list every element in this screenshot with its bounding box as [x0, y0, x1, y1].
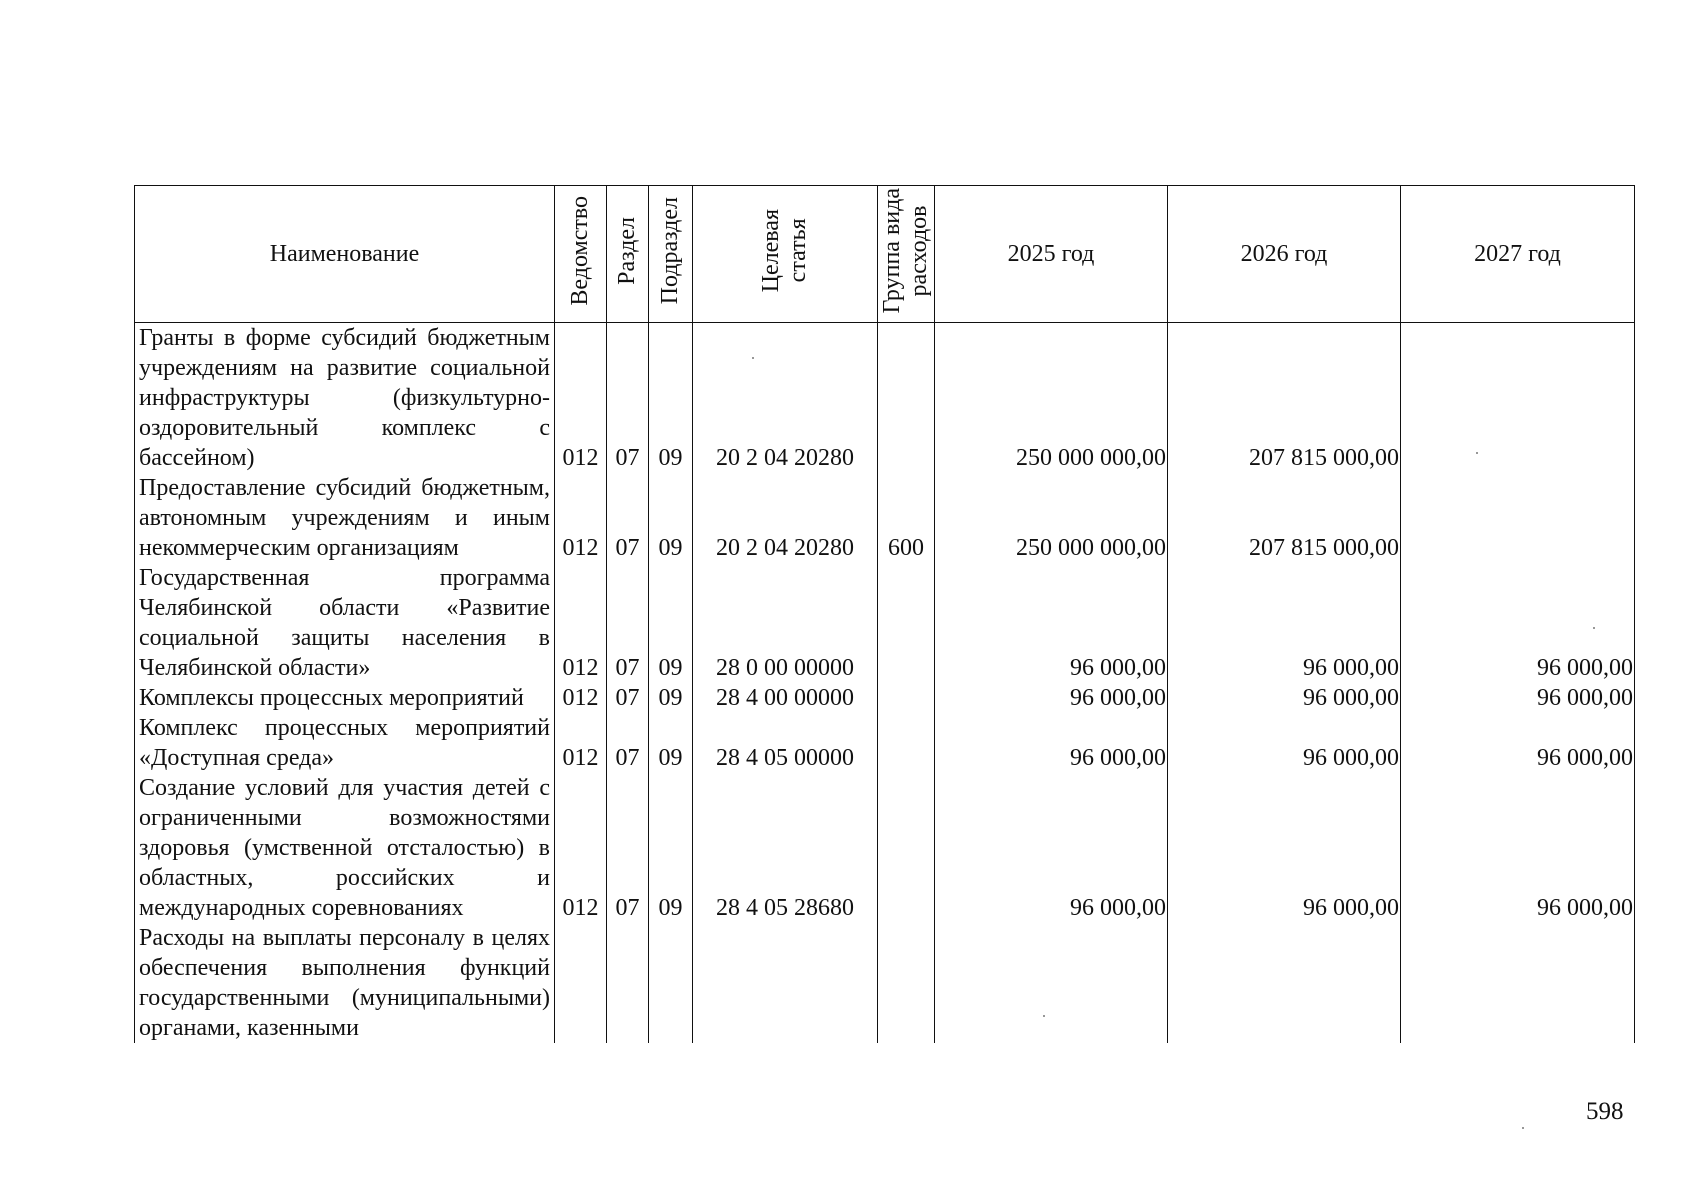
row-grp	[878, 923, 935, 1043]
table-header	[135, 186, 1635, 323]
row-2026: 207 815 000,00	[1168, 323, 1401, 474]
row-2026: 207 815 000,00	[1168, 473, 1401, 563]
scan-speck	[752, 357, 754, 359]
row-grp	[878, 683, 935, 713]
row-cel	[693, 923, 878, 1043]
row-grp	[878, 773, 935, 923]
row-2026	[1168, 923, 1401, 1043]
row-razdel: 07	[607, 323, 649, 474]
header-name: Наименование	[135, 186, 555, 323]
row-name: Гранты в форме субсидий бюджетным учреждениям на развитие социальной инфраструктуры (физкультурно-оздоровительный комплекс с бассейном)	[135, 323, 555, 474]
row-ved: 012	[555, 713, 607, 773]
row-cel: 28 4 05 00000	[693, 713, 878, 773]
row-podrazdel: 09	[649, 323, 693, 474]
row-2025: 96 000,00	[935, 683, 1168, 713]
header-2025: 2025 год	[935, 186, 1168, 323]
row-2025: 96 000,00	[935, 563, 1168, 683]
row-2025: 96 000,00	[935, 713, 1168, 773]
row-grp	[878, 563, 935, 683]
row-razdel: 07	[607, 683, 649, 713]
header-razdel: Раздел	[607, 186, 649, 323]
row-podrazdel: 09	[649, 773, 693, 923]
row-2025	[935, 923, 1168, 1043]
table-row	[135, 683, 1635, 713]
header-celevaya-statya: Целевая статья	[693, 186, 878, 323]
row-name: Комплексы процессных мероприятий	[135, 683, 555, 713]
row-2027: 96 000,00	[1401, 563, 1635, 683]
row-2027	[1401, 923, 1635, 1043]
row-ved: 012	[555, 473, 607, 563]
header-gruppa-vida: Группа вида расходов	[878, 186, 935, 323]
row-podrazdel: 09	[649, 683, 693, 713]
scan-speck	[1522, 1127, 1524, 1129]
table-row	[135, 473, 1635, 563]
row-2027	[1401, 323, 1635, 474]
row-razdel: 07	[607, 773, 649, 923]
row-2026: 96 000,00	[1168, 563, 1401, 683]
row-name: Расходы на выплаты персоналу в целях обеспечения выполнения функций государственными (муниципальными) органами, казенными	[135, 923, 555, 1043]
table-row	[135, 923, 1635, 1043]
row-name: Комплекс процессных мероприятий «Доступная среда»	[135, 713, 555, 773]
row-podrazdel: 09	[649, 563, 693, 683]
row-name: Государственная программа Челябинской области «Развитие социальной защиты населения в Челябинской области»	[135, 563, 555, 683]
scan-speck	[1043, 1015, 1045, 1017]
row-2026: 96 000,00	[1168, 683, 1401, 713]
table-row	[135, 713, 1635, 773]
row-name: Предоставление субсидий бюджетным, автономным учреждениям и иным некоммерческим организациям	[135, 473, 555, 563]
row-2026: 96 000,00	[1168, 713, 1401, 773]
table-row	[135, 773, 1635, 923]
row-ved: 012	[555, 323, 607, 474]
scan-speck	[1593, 627, 1595, 629]
table-row	[135, 323, 1635, 474]
row-2027: 96 000,00	[1401, 683, 1635, 713]
row-cel: 28 0 00 00000	[693, 563, 878, 683]
row-razdel: 07	[607, 473, 649, 563]
row-razdel: 07	[607, 713, 649, 773]
row-2027	[1401, 473, 1635, 563]
header-ved: Ведомство	[555, 186, 607, 323]
row-cel: 28 4 05 28680	[693, 773, 878, 923]
row-2027: 96 000,00	[1401, 773, 1635, 923]
scan-speck	[1476, 452, 1478, 454]
row-grp	[878, 323, 935, 474]
row-2025: 250 000 000,00	[935, 323, 1168, 474]
row-2026: 96 000,00	[1168, 773, 1401, 923]
header-2026: 2026 год	[1168, 186, 1401, 323]
row-cel: 20 2 04 20280	[693, 323, 878, 474]
row-grp	[878, 713, 935, 773]
row-2025: 96 000,00	[935, 773, 1168, 923]
row-razdel	[607, 923, 649, 1043]
row-2025: 250 000 000,00	[935, 473, 1168, 563]
row-ved: 012	[555, 773, 607, 923]
budget-table	[134, 185, 1635, 1043]
row-podrazdel	[649, 923, 693, 1043]
row-cel: 20 2 04 20280	[693, 473, 878, 563]
row-ved: 012	[555, 563, 607, 683]
row-grp: 600	[878, 473, 935, 563]
row-ved: 012	[555, 683, 607, 713]
table-body	[135, 323, 1635, 1044]
row-name: Создание условий для участия детей с ограниченными возможностями здоровья (умственной отсталостью) в областных, российских и международных соревнованиях	[135, 773, 555, 923]
row-podrazdel: 09	[649, 473, 693, 563]
row-ved	[555, 923, 607, 1043]
row-2027: 96 000,00	[1401, 713, 1635, 773]
row-cel: 28 4 00 00000	[693, 683, 878, 713]
page-number: 598	[1586, 1098, 1624, 1125]
table-row	[135, 563, 1635, 683]
row-razdel: 07	[607, 563, 649, 683]
header-podrazdel: Подраздел	[649, 186, 693, 323]
row-podrazdel: 09	[649, 713, 693, 773]
header-2027: 2027 год	[1401, 186, 1635, 323]
